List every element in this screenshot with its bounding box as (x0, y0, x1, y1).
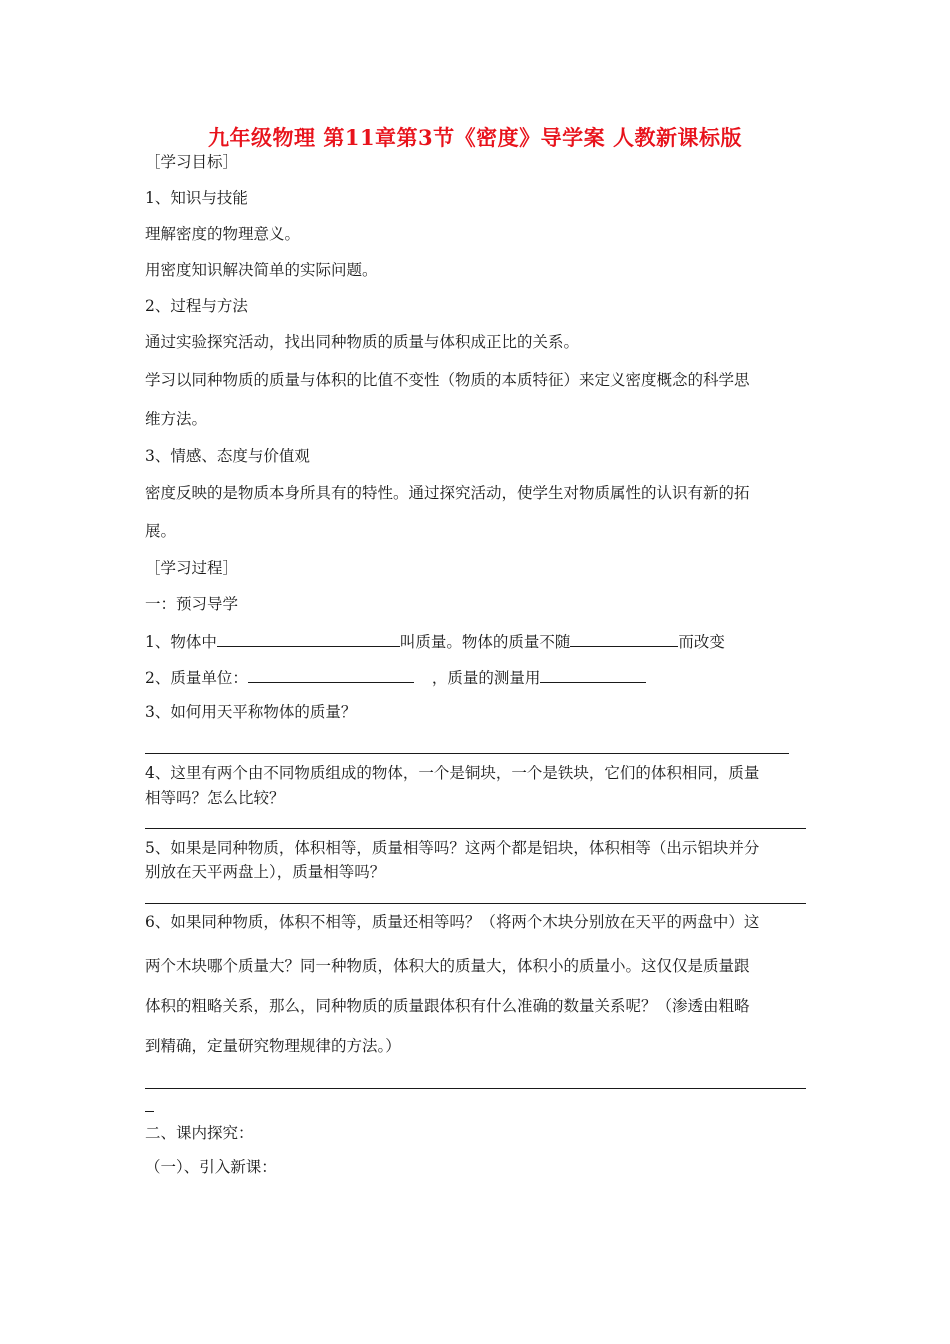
question-1-text-b: 叫质量。物体的质量不随 (399, 633, 571, 651)
question-6-line-d: 到精确，定量研究物理规律的方法。） (145, 1037, 401, 1055)
section-3-line-1a: 密度反映的是物质本身所具有的特性。通过探究活动，使学生对物质属性的认识有新的拓 (145, 484, 750, 502)
answer-line-6[interactable] (145, 1088, 806, 1089)
part-1-heading: 一：预习导学 (145, 595, 239, 613)
section-3-line-1b: 展。 (145, 522, 177, 540)
part-2-subheading: （一）、引入新课： (145, 1158, 277, 1176)
question-5-line-b: 别放在天平两盘上），质量相等吗？ (145, 863, 386, 881)
question-1-text-a: 1、物体中 (145, 633, 217, 651)
question-6-line-b: 两个木块哪个质量大？同一种物质，体积大的质量大，体积小的质量小。这仅仅是质量跟 (145, 957, 750, 975)
section-2-line-2b: 维方法。 (145, 410, 208, 428)
question-1-blank-2[interactable] (570, 630, 678, 647)
section-3-heading: 3、情感、态度与价值观 (145, 447, 310, 465)
answer-line-3[interactable] (145, 753, 789, 754)
question-2-blank-1[interactable] (248, 666, 414, 683)
question-6-line-a: 6、如果同种物质，体积不相等，质量还相等吗？（将两个木块分别放在天平的两盘中）这 (145, 913, 760, 931)
question-6-line-c: 体积的粗略关系，那么，同种物质的质量跟体积有什么准确的数量关系呢？（渗透由粗略 (145, 997, 750, 1015)
answer-line-4[interactable] (145, 828, 806, 829)
process-heading: ［学习过程］ (145, 559, 239, 577)
document-title: 九年级物理 第11章第3节《密度》导学案 人教新课标版 (208, 125, 742, 150)
question-2-blank-2[interactable] (540, 666, 646, 683)
answer-line-6-tail (145, 1111, 154, 1112)
question-2-text-a: 2、质量单位： (145, 669, 248, 687)
question-4-line-b: 相等吗？怎么比较？ (145, 789, 285, 807)
question-1 (145, 630, 725, 652)
section-1-heading: 1、知识与技能 (145, 189, 248, 207)
section-2-heading: 2、过程与方法 (145, 297, 248, 315)
section-1-line-1: 理解密度的物理意义。 (145, 225, 301, 243)
question-4-line-a: 4、这里有两个由不同物质组成的物体，一个是铜块，一个是铁块，它们的体积相同，质量 (145, 764, 760, 782)
question-5-line-a: 5、如果是同种物质，体积相等，质量相等吗？这两个都是铝块，体积相等（出示铝块并分 (145, 839, 760, 857)
question-1-text-c: 而改变 (678, 633, 725, 651)
answer-line-5[interactable] (145, 903, 806, 904)
question-1-blank-1[interactable] (217, 630, 400, 647)
question-2 (145, 666, 646, 688)
section-2-line-2a: 学习以同种物质的质量与体积的比值不变性（物质的本质特征）来定义密度概念的科学思 (145, 371, 750, 389)
question-2-text-b: ，质量的测量用 (431, 669, 541, 687)
question-3: 3、如何用天平称物体的质量？ (145, 703, 357, 721)
section-1-line-2: 用密度知识解决简单的实际问题。 (145, 261, 378, 279)
objectives-heading: ［学习目标］ (145, 153, 239, 171)
part-2-heading: 二、课内探究： (145, 1124, 254, 1142)
section-2-line-1: 通过实验探究活动，找出同种物质的质量与体积成正比的关系。 (145, 333, 580, 351)
